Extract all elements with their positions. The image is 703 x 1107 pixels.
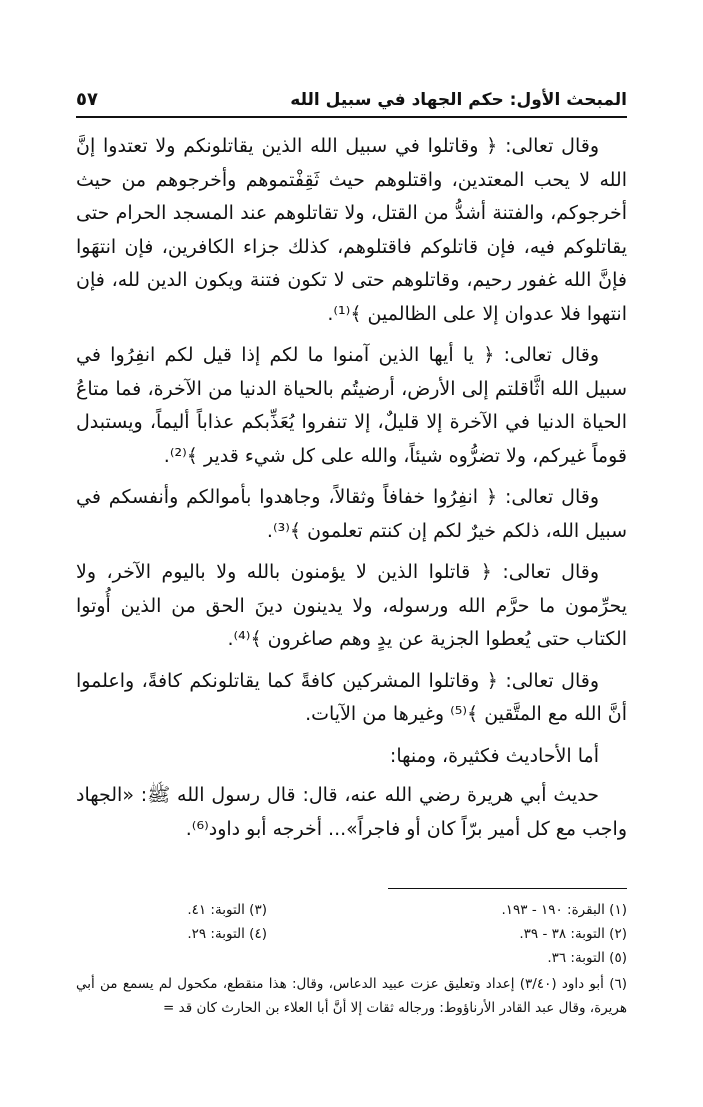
footnote-1: (١) البقرة: ١٩٠ - ١٩٣. [501,902,627,918]
footnotes [76,898,627,1020]
running-header [76,88,627,114]
paragraph-hadith: حديث أبي هريرة رضي الله عنه، قال: قال رسول الله ﷺ: «الجهاد واجب مع كل أمير برّاً كان أو فاجراً»... أخرجه أبو داود⁽⁶⁾. [76,784,627,840]
page-number: ٥٧ [76,89,98,110]
paragraph-verse-tawbah-29: وقال تعالى: ﴿ قاتلوا الذين لا يؤمنون بالله ولا باليوم الآخر، ولا يحرِّمون ما حرَّم الله ورسوله، ولا يدينون دينَ الحق من الذين أُوتوا الكتاب حتى يُعطوا الجزية عن يدٍ وهم صاغرون ﴾⁽⁴⁾. [76,561,627,650]
chapter-title: المبحث الأول: حكم الجهاد في سبيل الله [290,90,627,110]
paragraph-verse-tawbah-41: وقال تعالى: ﴿ انفِرُوا خفافاً وثقالاً، وجاهدوا بأموالكم وأنفسكم في سبيل الله، ذلكم خيرٌ لكم إن كنتم تعلمون ﴾⁽³⁾. [76,486,627,542]
footnote-row [76,946,627,970]
footnote-6: (٦) أبو داود (٣/٤٠) إعداد وتعليق عزت عبيد الدعاس، وقال: هذا منقطع، مكحول لم يسمع من أبي هريرة، وقال عبد القادر الأرناؤوط: ورجاله ثقات إلا أنَّ أبا العلاء بن الحارث كان قد = [76,976,628,1016]
footnote-3: (٣) التوبة: ٤١. [187,902,267,918]
paragraph-verse-tawbah-36: وقال تعالى: ﴿ وقاتلوا المشركين كافةً كما يقاتلونكم كافةً، واعلموا أنَّ الله مع المتَّقين ﴾⁽⁵⁾ وغيرها من الآيات. [76,669,627,725]
footnote-5: (٥) التوبة: ٣٦. [547,950,627,966]
paragraph-verse-tawbah-38: وقال تعالى: ﴿ يا أيها الذين آمنوا ما لكم إذا قيل لكم انفِرُوا في سبيل الله اثَّاقلتم إلى الأرض، أرضيتُم بالحياة الدنيا من الآخرة، فما متاعُ الحياة الدنيا في الآخرة إلا قليلٌ، إلا تنفروا يُعَذِّبكم عذاباً أليماً، ويستبدل قوماً غيركم، ولا تضرُّوه شيئاً، والله على كل شيء قدير ﴾⁽²⁾. [76,344,627,467]
footnote-divider [388,888,627,889]
footnote-row [76,898,627,922]
footnote-4: (٤) التوبة: ٢٩. [187,926,267,942]
paragraph-verse-baqarah: وقال تعالى: ﴿ وقاتلوا في سبيل الله الذين يقاتلونكم ولا تعتدوا إنَّ الله لا يحب المعتدين، واقتلوهم حيث ثَقِفْتموهم وأخرجوهم من حيث أخرجوكم، والفتنة أشدُّ من القتل، ولا تقاتلوهم عند المسجد الحرام حتى يقاتلوكم فيه، فإن قاتلوكم فاقتلوهم، كذلك جزاء الكافرين، فإن انتهَوا فإنَّ الله غفور رحيم، وقاتلوهم حتى لا تكون فتنة ويكون الدين لله، فإن انتهوا فلا عدوان إلا على الظالمين ﴾⁽¹⁾. [76,135,627,325]
main-text [76,130,627,854]
footnote-row [76,922,627,946]
header-divider [76,116,627,118]
paragraph-hadith-intro: أما الأحاديث فكثيرة، ومنها: [389,744,599,767]
footnote-2: (٢) التوبة: ٣٨ - ٣٩. [519,926,627,942]
